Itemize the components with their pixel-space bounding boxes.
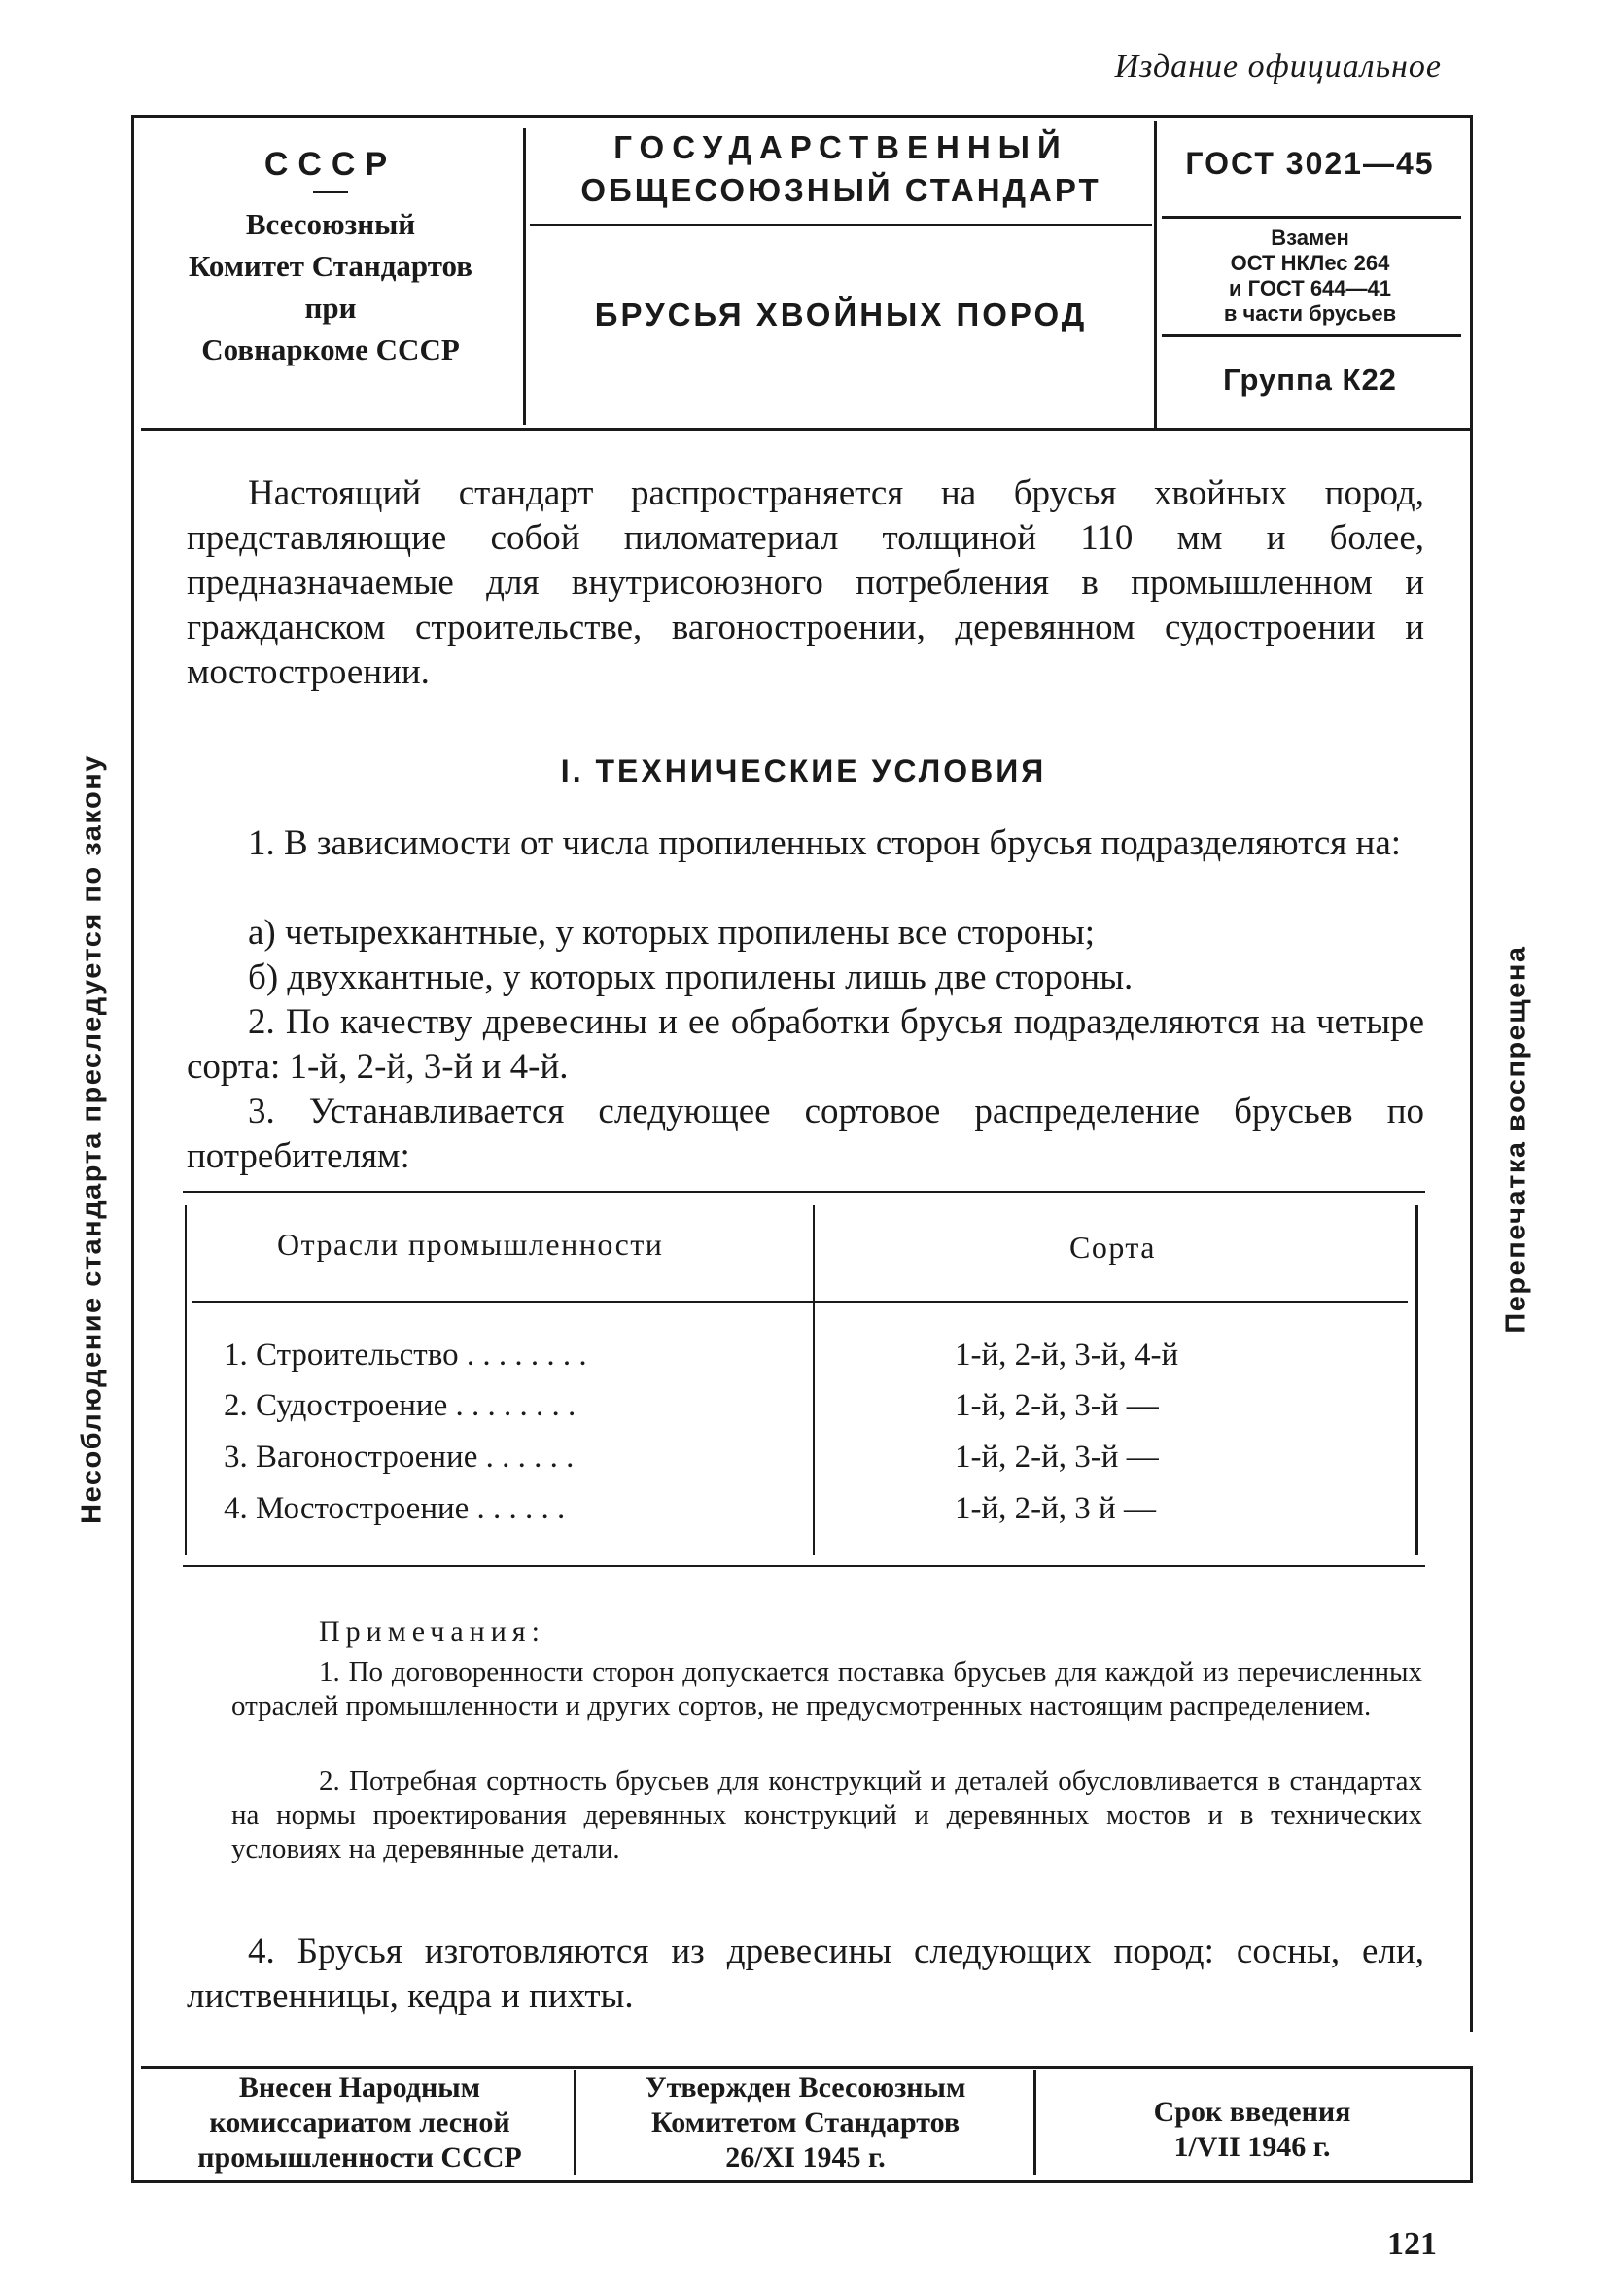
page-number: 121 [1387, 2226, 1437, 2262]
table-row [224, 1388, 1274, 1439]
clause-1a: а) четырехкантные, у которых пропилены все стороны; [248, 913, 1096, 953]
grades-cell: 1-й, 2-й, 3 й — [955, 1491, 1156, 1526]
grades-cell: 1-й, 2-й, 3-й — [955, 1440, 1159, 1475]
notes-heading: Примечания: [319, 1616, 545, 1648]
intro-paragraph: Настоящий стандарт распространяется на брусья хвойных пород, представляющие собой пиломатериал толщиной 110 мм и более, предназначаемые для внутрисоюзного потребления в промышленном и гражданском строительстве, вагоностроении, деревянном судостроении и мостостроении. [187, 473, 1424, 692]
ussr-title: СССР [263, 146, 398, 183]
committee-line: Совнаркоме СССР [201, 332, 460, 366]
table-top-rule [183, 1191, 1425, 1193]
clause-2: 2. По качеству древесины и ее обработки брусья подразделяются на четыре сорта: 1-й, 2-й, 3-й и 4-й. [187, 1002, 1424, 1087]
ussr-committee-block [141, 146, 520, 370]
footer-divider-1 [574, 2070, 576, 2175]
footer-bottom-rule [131, 2180, 1473, 2183]
table-row [224, 1440, 1274, 1490]
replaces-line: Взамен [1271, 226, 1349, 250]
table-header-rule [192, 1301, 1408, 1303]
footer-right-border [1470, 2066, 1473, 2180]
committee-line: Комитет Стандартов [188, 249, 473, 283]
introduced-line: комиссариатом лесной [209, 2106, 510, 2139]
industry-cell: 2. Судостроение . . . . . . . . [224, 1388, 576, 1423]
committee-line: при [304, 291, 357, 325]
introduced-line: Внесен Народным [238, 2071, 481, 2104]
clause-3: 3. Устанавливается следующее сортовое распределение брусьев по потребителям: [187, 1092, 1424, 1176]
introduced-line: промышленности СССР [197, 2141, 522, 2174]
grades-cell: 1-й, 2-й, 3-й, 4-й [955, 1338, 1179, 1373]
clause-4: 4. Брусья изготовляются из древесины следующих пород: сосны, ели, лиственницы, кедра и пихты. [187, 1931, 1424, 2016]
table-row [224, 1491, 1274, 1542]
table-left-border [185, 1205, 187, 1555]
standard-type [530, 126, 1152, 212]
header-top-rule [131, 115, 1473, 118]
header-mid-rule [530, 224, 1152, 226]
gost-number: ГОСТ 3021—45 [1185, 146, 1435, 181]
gost-rule-2 [1162, 334, 1461, 337]
table-bottom-rule [183, 1565, 1425, 1567]
note-1: 1. По договоренности сторон допускается поставка брусьев для каждой из перечисленных отраслей промышленности и других сортов, не предусмотренных настоящим распределением. [231, 1656, 1422, 1722]
clause-1: 1. В зависимости от числа пропиленных сторон брусья подразделяются на: [248, 823, 1402, 863]
replaces-line: и ГОСТ 644—41 [1229, 276, 1391, 300]
approved-line: 26/XI 1945 г. [725, 2141, 886, 2174]
replaces-line: в части брусьев [1223, 301, 1397, 326]
header-divider-2 [1154, 121, 1157, 428]
approved-line: Утвержден Всесоюзным [645, 2071, 966, 2104]
header-divider-1 [523, 128, 526, 425]
replaces-line: ОСТ НКЛес 264 [1230, 251, 1390, 275]
introduced-by [146, 2070, 574, 2175]
table-header-grades: Сорта [1069, 1230, 1156, 1265]
footer-top-rule [141, 2066, 1473, 2069]
replaces-block [1162, 226, 1458, 327]
footer-divider-2 [1033, 2070, 1036, 2175]
table-header-industry: Отрасли промышленности [277, 1227, 664, 1262]
side-reprint-notice: Перепечатка воспрещена [1500, 945, 1532, 1334]
approved-by [579, 2070, 1031, 2175]
gost-rule-1 [1162, 216, 1461, 219]
grades-cell: 1-й, 2-й, 3-й — [955, 1388, 1159, 1423]
group-code: Группа К22 [1223, 363, 1397, 397]
effective-line: Срок введения [1153, 2096, 1351, 2128]
standard-type-line: ГОСУДАРСТВЕННЫЙ [613, 129, 1068, 165]
effective-line: 1/VII 1946 г. [1173, 2131, 1331, 2163]
committee-line: Всесоюзный [245, 207, 416, 241]
industry-cell: 1. Строительство . . . . . . . . [224, 1338, 587, 1373]
clause-1b: б) двухкантные, у которых пропилены лишь две стороны. [248, 957, 1134, 997]
edition-note: Издание официальное [1114, 49, 1442, 85]
standard-name: БРУСЬЯ ХВОЙНЫХ ПОРОД [594, 296, 1088, 332]
industry-cell: 4. Мостостроение . . . . . . [224, 1491, 566, 1526]
standard-type-line: ОБЩЕСОЮЗНЫЙ СТАНДАРТ [580, 172, 1101, 208]
effective-date [1038, 2095, 1466, 2165]
section-title: I. ТЕХНИЧЕСКИЕ УСЛОВИЯ [560, 753, 1047, 788]
side-law-notice: Несоблюдение стандарта преследуется по закону [76, 754, 108, 1524]
table-row [224, 1338, 1274, 1388]
approved-line: Комитетом Стандартов [650, 2106, 961, 2139]
table-right-border [1415, 1205, 1418, 1555]
note-2: 2. Потребная сортность брусьев для конструкций и деталей обусловливается в стандартах на нормы проектирования деревянных конструкций и деревянных мостов и в технических условиях на деревянные детали. [231, 1765, 1422, 1864]
frame-left-border [131, 117, 134, 2182]
header-bottom-rule [141, 428, 1473, 431]
frame-right-border [1470, 117, 1473, 2032]
industry-cell: 3. Вагоностроение . . . . . . [224, 1440, 575, 1475]
ussr-dash [313, 191, 348, 193]
